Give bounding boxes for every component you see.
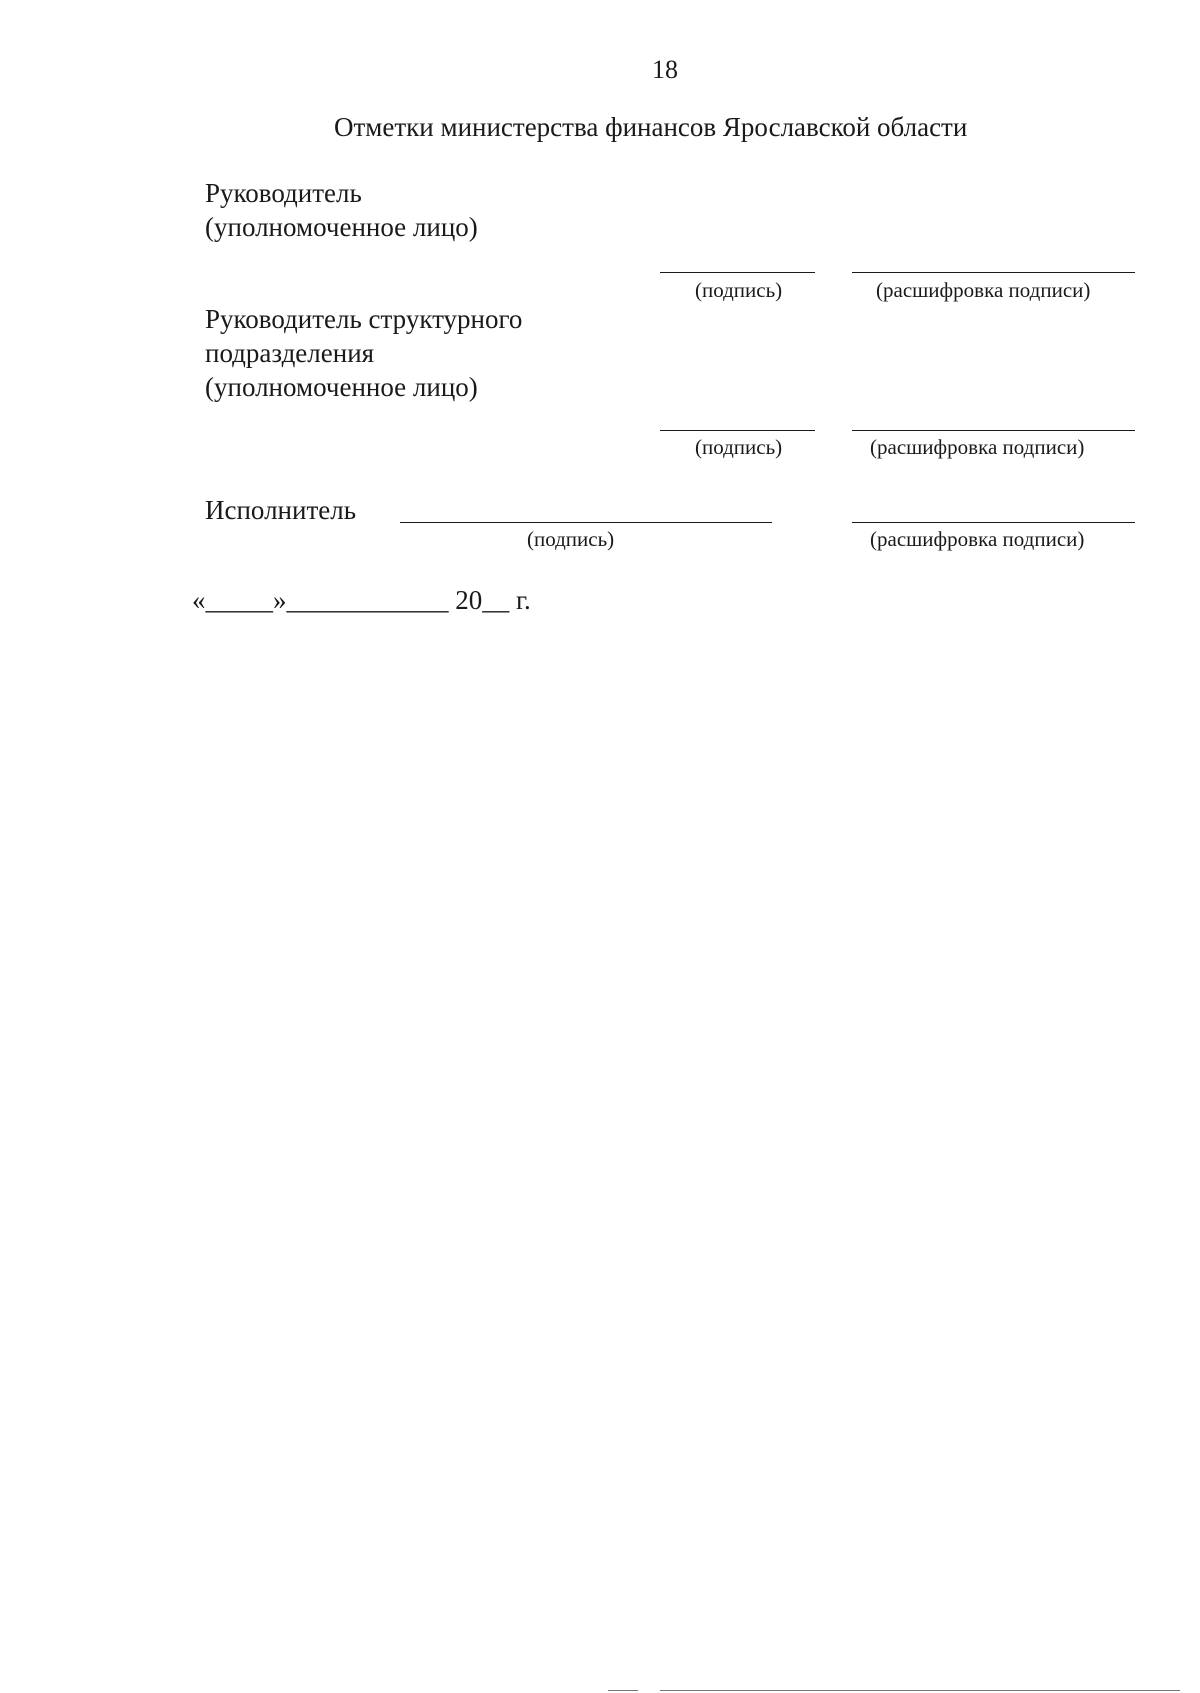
executor-decoding-line[interactable] (852, 522, 1135, 523)
executor-signature-caption: (подпись) (527, 527, 615, 551)
structural-role-sublabel: (уполномоченное лицо) (205, 372, 478, 402)
executor-signature-line[interactable] (400, 522, 772, 523)
structural-signature-caption: (подпись) (695, 435, 783, 459)
date-field[interactable]: «_____»____________ 20__ г. (192, 585, 531, 615)
head-signature-line[interactable] (660, 272, 815, 273)
head-signature-caption: (подпись) (695, 278, 783, 302)
scan-edge-mark (608, 1690, 638, 1691)
structural-decoding-caption: (расшифровка подписи) (870, 435, 1085, 459)
scan-edge-line (660, 1690, 1180, 1691)
executor-decoding-caption: (расшифровка подписи) (870, 527, 1085, 551)
structural-signature-line[interactable] (660, 430, 815, 431)
head-role-label: Руководитель (205, 178, 362, 208)
structural-role-label-2: подразделения (205, 338, 375, 368)
structural-role-label: Руководитель структурного (205, 304, 523, 334)
head-decoding-caption: (расшифровка подписи) (876, 278, 1091, 302)
executor-role-label: Исполнитель (205, 495, 357, 525)
page-number: 18 (652, 55, 678, 84)
structural-decoding-line[interactable] (852, 430, 1135, 431)
head-decoding-line[interactable] (852, 272, 1135, 273)
document-title: Отметки министерства финансов Ярославской области (334, 112, 968, 142)
head-role-sublabel: (уполномоченное лицо) (205, 212, 478, 242)
